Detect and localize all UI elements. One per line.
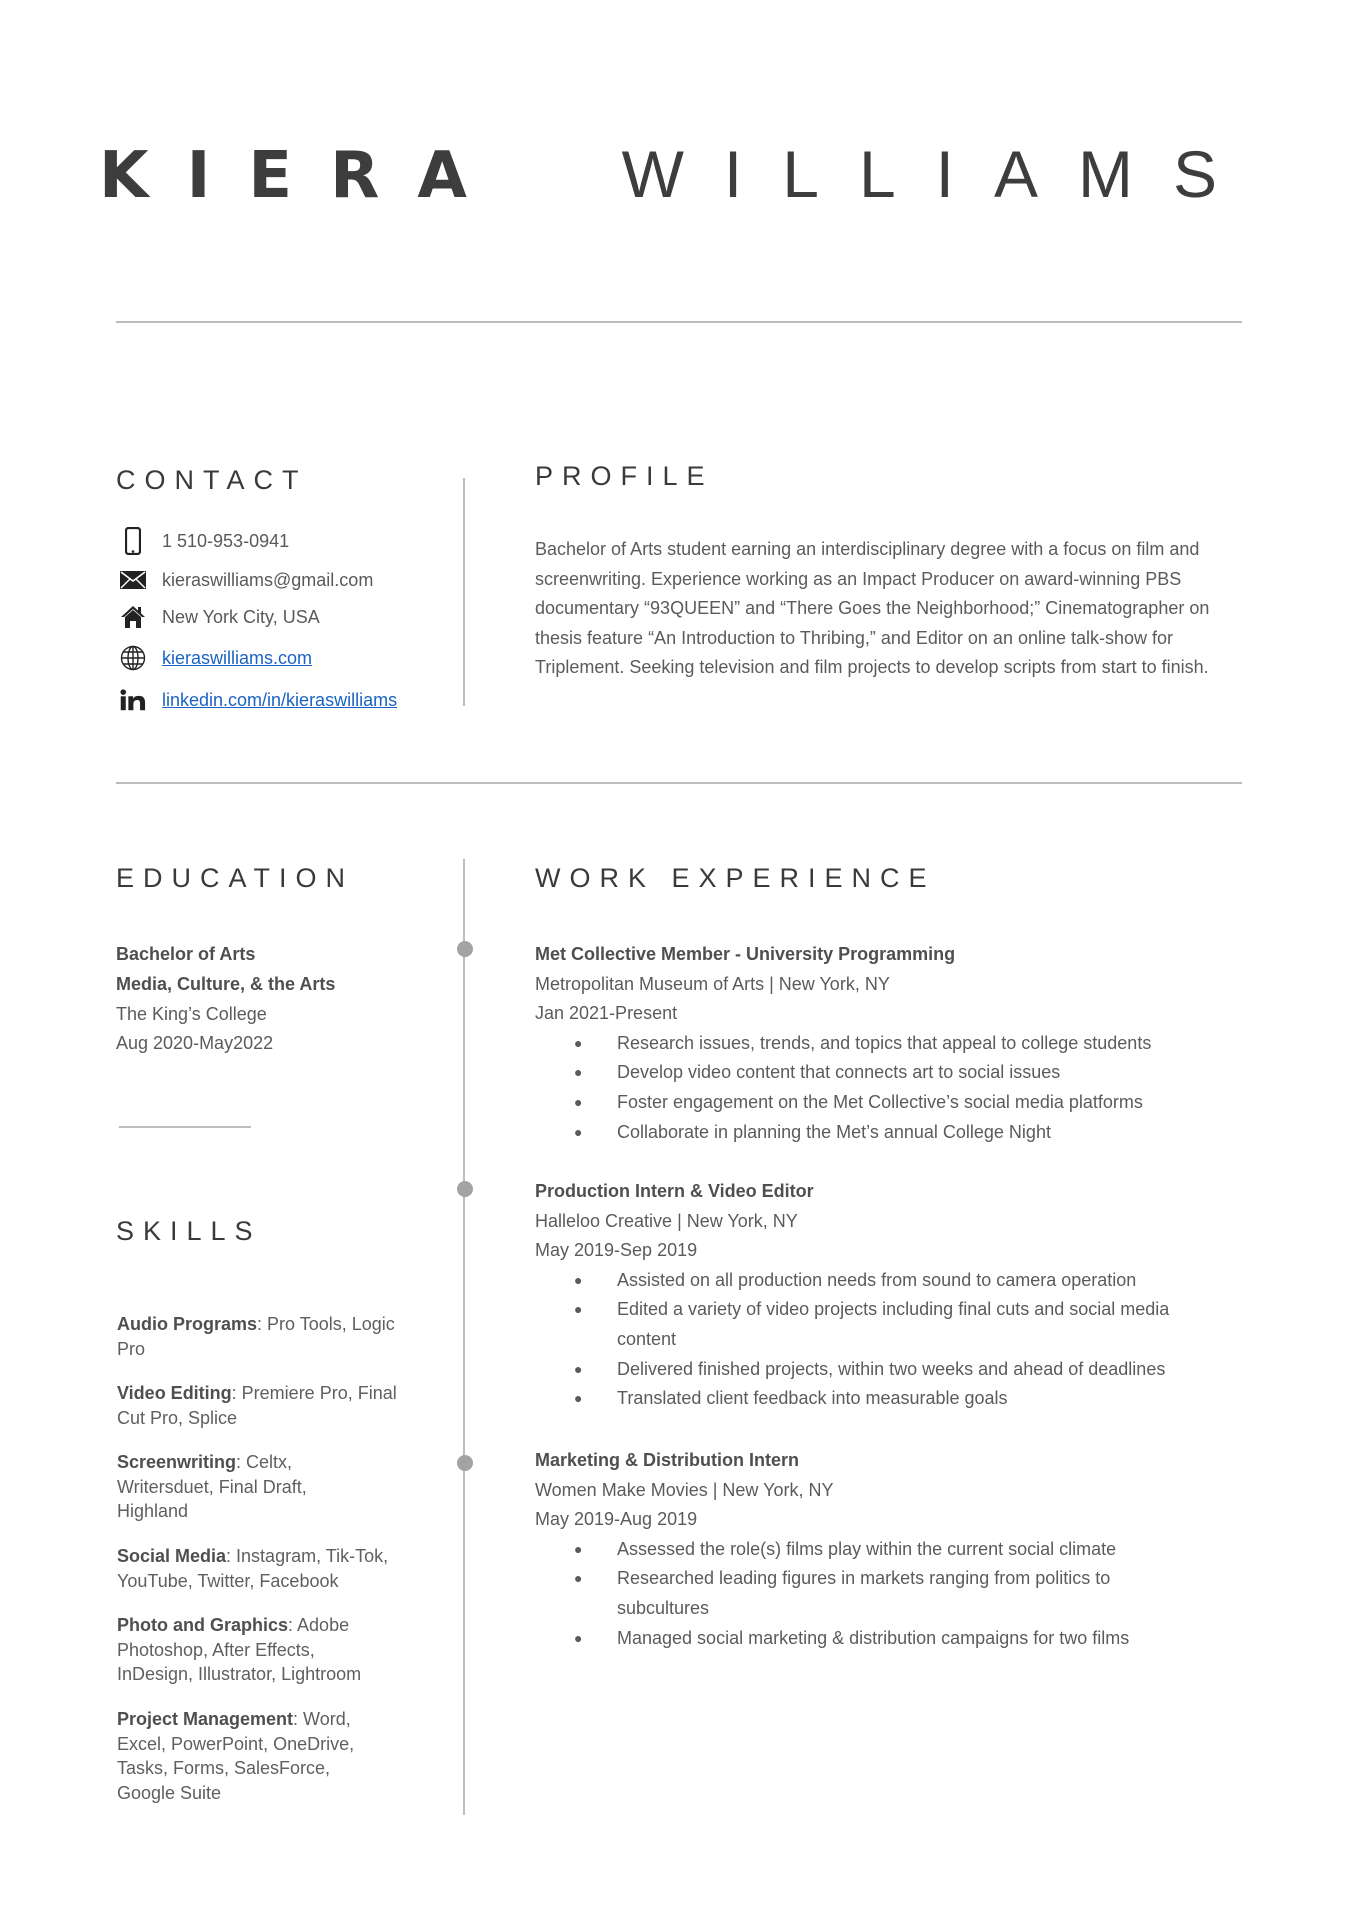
bullet-text: Foster engagement on the Met Collective’s social media platforms	[617, 1091, 1143, 1112]
job-entry	[535, 940, 1255, 1147]
job-bullet	[535, 1058, 1175, 1088]
bullet-text: Assessed the role(s) films play within the current social climate	[617, 1538, 1117, 1559]
bullet-text: Assisted on all production needs from sound to camera operation	[617, 1269, 1137, 1290]
education-dates: Aug 2020-May2022	[116, 1033, 274, 1053]
bullet-text: Develop video content that connects art to social issues	[617, 1062, 1061, 1083]
bullet-icon: ●	[574, 1064, 583, 1081]
bullet-icon: ●	[574, 1360, 583, 1377]
skill-value: : Word, Excel, PowerPoint, OneDrive, Tasks, Forms, SalesForce, Google Suite	[117, 1709, 355, 1803]
job-org: Metropolitan Museum of Arts | New York, NY	[535, 973, 890, 994]
bullet-icon: ●	[574, 1629, 583, 1646]
skill-group	[117, 1450, 337, 1524]
contact-website[interactable]	[120, 643, 312, 673]
bullet-icon: ●	[574, 1390, 583, 1407]
profile-heading: PROFILE	[535, 461, 714, 491]
job-bullet	[535, 1118, 1175, 1148]
skill-group	[117, 1312, 417, 1361]
job-bullet	[535, 1088, 1175, 1118]
home-icon	[120, 604, 146, 630]
bullet-text: Edited a variety of video projects including final cuts and social media content	[617, 1299, 1170, 1349]
bullet-text: Researched leading figures in markets ranging from politics to subcultures	[617, 1568, 1111, 1618]
skill-label: Project Management	[117, 1709, 294, 1729]
contact-linkedin[interactable]	[120, 685, 397, 715]
last-name: WILLIAMS	[621, 137, 1258, 211]
bullet-text: Delivered finished projects, within two weeks and ahead of deadlines	[617, 1358, 1166, 1379]
job-dates: May 2019-Sep 2019	[535, 1240, 698, 1261]
website-link[interactable]: kieraswilliams.com	[162, 647, 313, 668]
globe-icon	[120, 645, 146, 671]
divider-education-skills	[119, 1126, 251, 1128]
job-bullet	[535, 1564, 1155, 1623]
contact-phone-text: 1 510-953-0941	[162, 530, 290, 551]
contact-email-text: kieraswilliams@gmail.com	[162, 569, 374, 590]
skill-group	[117, 1707, 379, 1805]
education-major: Media, Culture, & the Arts	[116, 974, 336, 994]
resume-name	[0, 138, 1356, 212]
skill-group	[117, 1613, 392, 1687]
bullet-text: Research issues, trends, and topics that appeal to college students	[617, 1032, 1152, 1053]
contact-divider-vertical	[463, 478, 465, 706]
job-title: Production Intern & Video Editor	[535, 1181, 814, 1201]
job-bullet	[535, 1535, 1155, 1565]
education-heading: EDUCATION	[116, 863, 355, 893]
job-bullet	[535, 1295, 1175, 1354]
linkedin-icon	[120, 687, 146, 713]
contact-location	[120, 602, 320, 632]
mail-icon	[120, 567, 146, 593]
job-entry	[535, 1177, 1255, 1414]
job-bullet	[535, 1266, 1175, 1296]
skill-value: : Premiere Pro, Final Cut Pro, Splice	[117, 1383, 397, 1428]
skill-value: : Instagram, Tik-Tok, YouTube, Twitter, Facebook	[117, 1546, 389, 1591]
divider-top	[116, 321, 1242, 323]
timeline-dot	[457, 941, 473, 957]
job-org: Women Make Movies | New York, NY	[535, 1479, 834, 1500]
contact-phone	[120, 526, 289, 556]
skill-value: : Pro Tools, Logic Pro	[117, 1314, 395, 1359]
job-bullets	[535, 1535, 1155, 1653]
bullet-icon: ●	[574, 1301, 583, 1318]
bullet-icon: ●	[574, 1271, 583, 1288]
work-heading: WORK EXPERIENCE	[535, 863, 936, 893]
bullet-text: Translated client feedback into measurable goals	[617, 1388, 1008, 1409]
job-title: Met Collective Member - University Programming	[535, 944, 956, 964]
job-bullet	[535, 1355, 1175, 1385]
job-entry	[535, 1446, 1255, 1653]
bullet-icon: ●	[574, 1034, 583, 1051]
profile-summary: Bachelor of Arts student earning an interdisciplinary degree with a focus on film and screenwriting. Experience working as an Impact Producer on award-winning PBS documentary “93QUEEN” and “There Goes the Neighborhood;” Cinematographer on thesis feature “An Introduction to Thribing,” and Editor on an online talk-show for Triplement. Seeking television and film projects to develop scripts from start to finish.	[535, 539, 1210, 678]
job-bullet	[535, 1029, 1175, 1059]
contact-location-text: New York City, USA	[162, 606, 320, 627]
contact-email	[120, 565, 373, 595]
skill-value: : Celtx, Writersduet, Final Draft, Highland	[117, 1452, 307, 1522]
contact-heading: CONTACT	[116, 465, 308, 495]
timeline-dot	[457, 1181, 473, 1197]
skill-label: Social Media	[117, 1546, 227, 1566]
job-bullet	[535, 1384, 1175, 1414]
job-bullets	[535, 1029, 1175, 1147]
skill-label: Video Editing	[117, 1383, 232, 1403]
bullet-text: Collaborate in planning the Met’s annual College Night	[617, 1121, 1051, 1142]
education-degree: Bachelor of Arts	[116, 944, 256, 964]
first-name: KIERA	[98, 139, 505, 213]
skill-label: Audio Programs	[117, 1314, 258, 1334]
job-org: Halleloo Creative | New York, NY	[535, 1210, 798, 1231]
skill-label: Screenwriting	[117, 1452, 237, 1472]
timeline-dot	[457, 1455, 473, 1471]
job-title: Marketing & Distribution Intern	[535, 1450, 800, 1470]
skill-group	[117, 1544, 412, 1593]
bullet-icon: ●	[574, 1093, 583, 1110]
linkedin-link[interactable]: linkedin.com/in/kieraswilliams	[162, 689, 398, 710]
job-dates: May 2019-Aug 2019	[535, 1509, 698, 1530]
education-school: The King’s College	[116, 1004, 267, 1024]
phone-icon	[120, 528, 146, 554]
bullet-icon: ●	[574, 1123, 583, 1140]
job-bullet	[535, 1624, 1155, 1654]
bullet-text: Managed social marketing & distribution campaigns for two films	[617, 1627, 1130, 1648]
skill-value: : Adobe Photoshop, After Effects, InDesign, Illustrator, Lightroom	[117, 1615, 362, 1685]
divider-middle	[116, 782, 1242, 784]
job-dates: Jan 2021-Present	[535, 1003, 678, 1024]
skill-label: Photo and Graphics	[117, 1615, 289, 1635]
bullet-icon: ●	[574, 1570, 583, 1587]
job-bullets	[535, 1266, 1175, 1414]
bullet-icon: ●	[574, 1540, 583, 1557]
timeline-line	[463, 859, 465, 1815]
skill-group	[117, 1381, 417, 1430]
skills-heading: SKILLS	[116, 1216, 262, 1246]
